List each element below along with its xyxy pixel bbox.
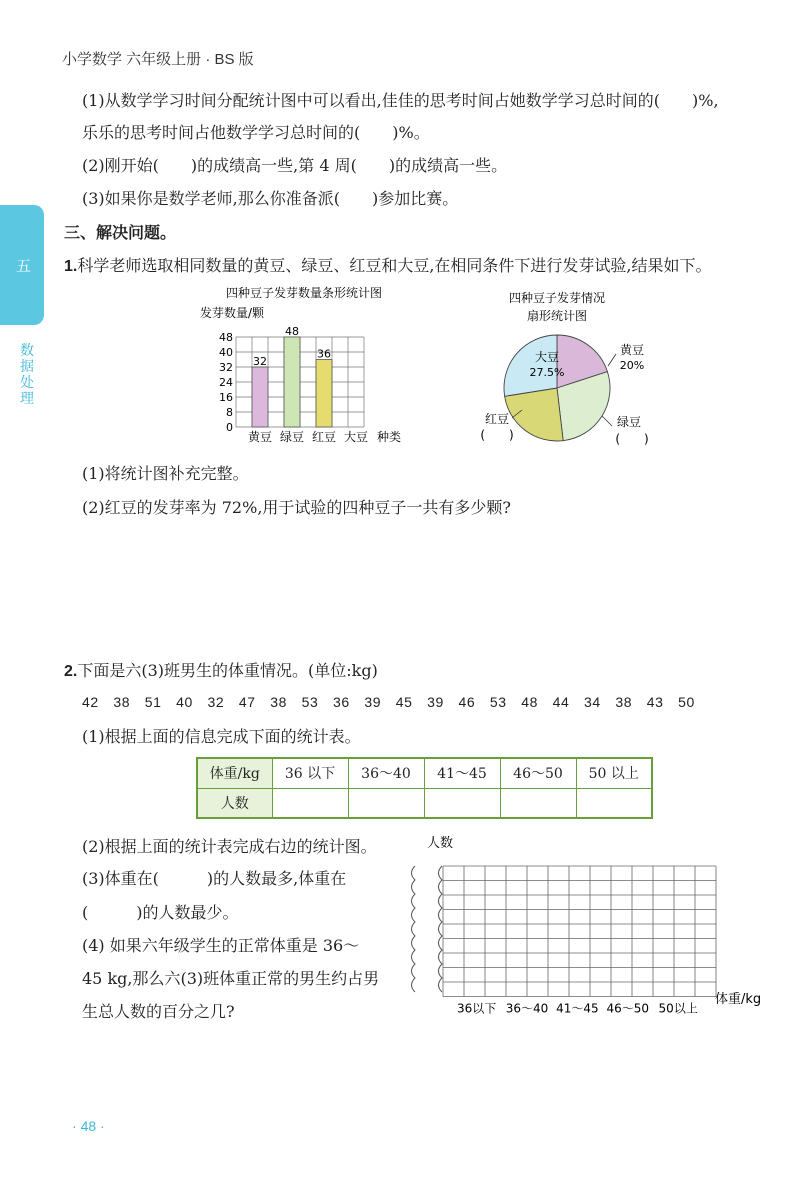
table-row [197,758,652,788]
chapter-number: 五 [16,257,32,275]
q2-line: (2)刚开始( )的成绩高一些,第 4 周( )的成绩高一些。 [82,156,508,175]
pie-value-hongdou: ( ) [480,428,514,442]
bar-xtick: 大豆 [343,430,369,444]
grid-xtick: 41～45 [556,1001,599,1015]
bean-pie-chart [462,288,672,453]
grid-xtick: 36～40 [505,1001,549,1015]
bar-ytick: 40 [219,346,233,359]
problem1-sub1: (1)将统计图补充完整。 [82,464,249,483]
bar-value-label: 32 [253,355,267,368]
page-number: · 48 · [72,1118,105,1134]
chapter-label: 数据处理 [20,342,34,406]
pie-value-huangdou: 20% [619,359,645,372]
problem2-sub3-line2: ( )的人数最少。 [82,903,239,922]
table-count-3[interactable] [424,788,500,818]
problem1-text [64,253,712,276]
grid-chart-ylabel: 人数 [427,836,454,851]
grid-xtick: 36以下 [456,1001,497,1015]
chapter-tab [0,205,44,325]
problem2-sub2: (2)根据上面的统计表完成右边的统计图。 [82,837,377,856]
table-count-2[interactable] [348,788,424,818]
bar-value-label: 36 [317,347,331,361]
bar-xtick: 绿豆 [279,430,305,444]
weight-data: 42 38 51 40 32 47 38 53 36 39 45 39 46 53 48 44 34 38 43 50 [82,694,695,710]
bar-chart-ylabel: 发芽数量/颗 [200,306,265,320]
problem2-sub3-line1: (3)体重在( )的人数最多,体重在 [82,869,347,888]
problem2-sub1: (1)根据上面的信息完成下面的统计表。 [82,727,361,746]
weight-table [196,757,653,819]
pie-value-lvdou: ( ) [615,432,649,446]
table-count-4[interactable] [500,788,576,818]
problem1-number: 1. [64,258,78,275]
bar-1 [284,337,300,427]
table-count-1[interactable] [272,788,348,818]
bar-ytick: 48 [219,331,233,344]
pie-label-dadou: 大豆 [534,350,560,364]
running-header: 小学数学 六年级上册 · BS 版 [62,51,254,68]
pie-label-hongdou: 红豆 [484,412,510,426]
table-cat-5: 50 以上 [576,758,652,788]
bar-xtick: 黄豆 [247,430,273,444]
table-cat-3: 41～45 [424,758,500,788]
problem1-statement: 科学老师选取相同数量的黄豆、绿豆、红豆和大豆,在相同条件下进行发芽试验,结果如下。 [77,256,712,275]
bar-ytick: 8 [226,406,233,419]
bar-2 [316,360,332,428]
bar-ytick: 32 [219,361,233,374]
problem2-sub4-line2: 45 kg,那么六(3)班体重正常的男生约占男 [82,969,380,988]
pie-title-line1: 四种豆子发芽情况 [508,291,606,305]
bar-value-label: 48 [285,325,299,338]
problem2-sub4-line1: (4) 如果六年级学生的正常体重是 36～ [82,936,360,955]
table-cat-4: 46～50 [500,758,576,788]
table-cat-2: 36～40 [348,758,424,788]
table-row [197,788,652,818]
problem2-text [64,658,378,681]
section-title: 三、解决问题。 [64,225,177,242]
bean-bar-chart [190,280,430,450]
pie-label-lvdou: 绿豆 [616,415,642,429]
pie-value-dadou: 27.5% [529,366,565,379]
q1-line1: (1)从数学学习时间分配统计图中可以看出,佳佳的思考时间占她数学学习总时间的( )%, [82,91,719,110]
problem2-sub4-line3: 生总人数的百分之几? [82,1002,235,1021]
q1-line2: 乐乐的思考时间占他数学学习总时间的( )%。 [82,123,430,142]
bar-chart-title: 四种豆子发芽数量条形统计图 [225,286,383,300]
weight-grid-chart[interactable] [405,830,775,1015]
answer-space-1[interactable] [82,525,682,645]
q3-line: (3)如果你是数学老师,那么你准备派( )参加比赛。 [82,189,459,208]
bar-0 [252,367,268,427]
pie-label-huangdou: 黄豆 [619,343,645,357]
table-header-weight: 体重/kg [197,758,272,788]
grid-chart-xlabel: 体重/kg [715,992,762,1007]
bar-ytick: 16 [219,391,233,404]
problem2-number: 2. [64,663,78,680]
table-cat-1: 36 以下 [272,758,348,788]
bar-ytick: 24 [219,376,233,389]
problem1-sub2: (2)红豆的发芽率为 72%,用于试验的四种豆子一共有多少颗? [82,498,511,517]
bar-xtick: 红豆 [311,430,337,444]
pie-title-line2: 扇形统计图 [526,309,588,323]
table-count-5[interactable] [576,788,652,818]
problem2-statement: 下面是六(3)班男生的体重情况。(单位:kg) [77,661,378,680]
bar-chart-xlabel: 种类 [377,430,402,444]
table-header-count: 人数 [197,788,272,818]
page-number-value: 48 [80,1118,97,1134]
bar-ytick: 0 [226,421,233,434]
grid-xtick: 46～50 [606,1001,650,1015]
grid-xtick: 50以上 [658,1001,698,1015]
